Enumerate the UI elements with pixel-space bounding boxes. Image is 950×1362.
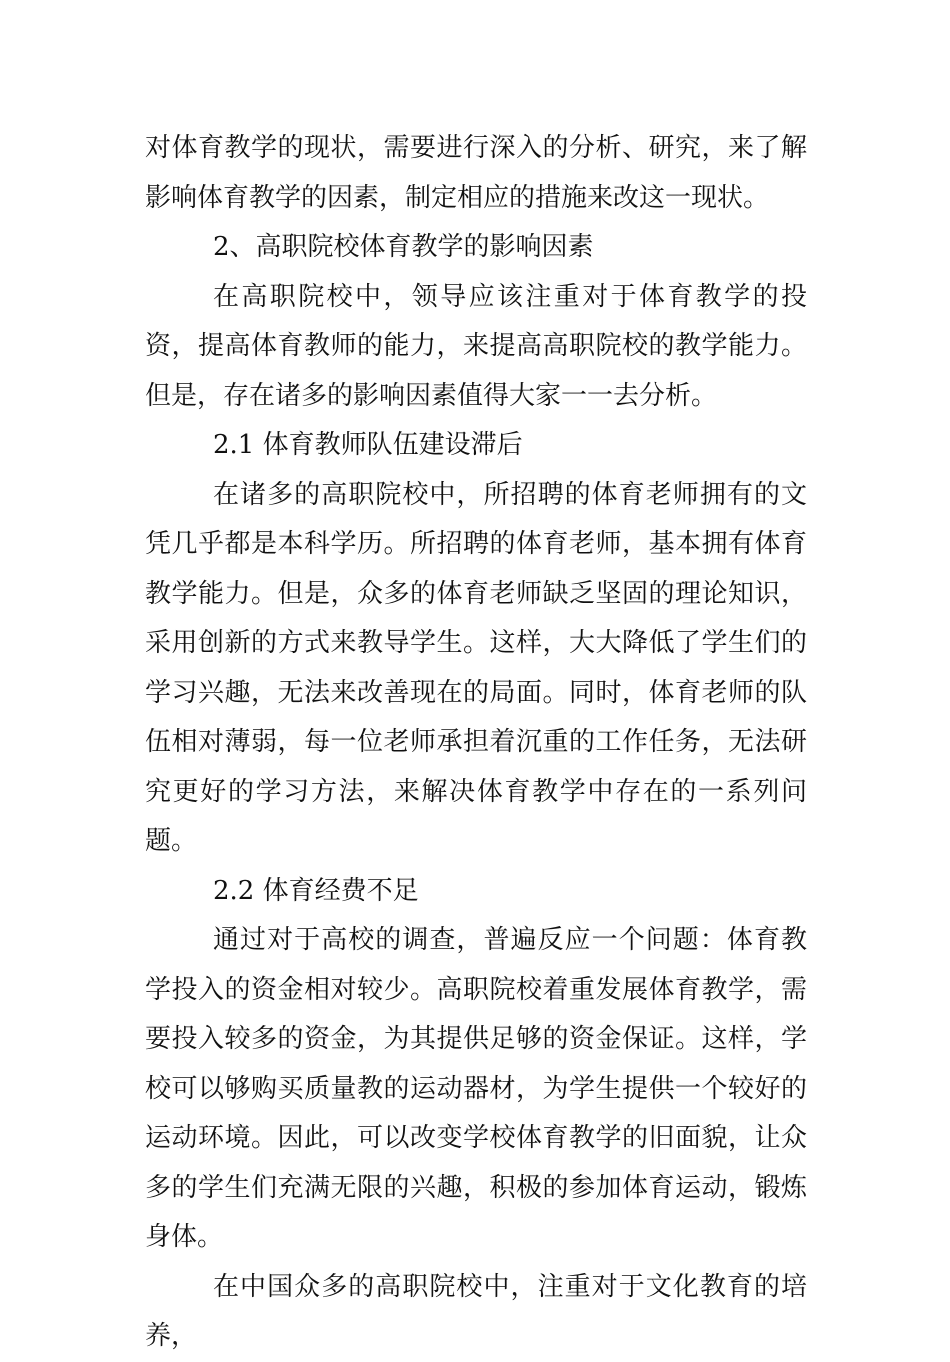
- section-heading-2-1: 2.1 体育教师队伍建设滞后: [213, 430, 523, 460]
- paragraph-influence-intro: 在高职院校中，领导应该注重对于体育教学的投资，提高体育教师的能力，来提高高职院校的教学能力。但是，存在诸多的影响因素值得大家一一去分析。: [145, 281, 807, 411]
- paragraph-cultural-education: 在中国众多的高职院校中，注重对于文化教育的培养，: [145, 1271, 807, 1351]
- document-body: [145, 124, 807, 1362]
- paragraph-teacher-team: 在诸多的高职院校中，所招聘的体育老师拥有的文凭几乎都是本科学历。所招聘的体育老师，基本拥有体育教学能力。但是，众多的体育老师缺乏坚固的理论知识，采用创新的方式来教导学生。这样，大大降低了学生们的学习兴趣，无法来改善现在的局面。同时，体育老师的队伍相对薄弱，每一位老师承担着沉重的工作任务，无法研究更好的学习方法，来解决体育教学中存在的一系列问题。: [145, 479, 807, 856]
- paragraph-funding: 通过对于高校的调查，普遍反应一个问题：体育教学投入的资金相对较少。高职院校着重发展体育教学，需要投入较多的资金，为其提供足够的资金保证。这样，学校可以够购买质量教的运动器材，为学生提供一个较好的运动环境。因此，可以改变学校体育教学的旧面貌，让众多的学生们充满无限的兴趣，积极的参加体育运动，锻炼身体。: [145, 925, 807, 1252]
- paragraph-continuation: 对体育教学的现状，需要进行深入的分析、研究，来了解影响体育教学的因素，制定相应的措施来改这一现状。: [145, 133, 807, 213]
- section-heading-2-2: 2.2 体育经费不足: [213, 875, 419, 906]
- section-heading-2: 2、高职院校体育教学的影响因素: [213, 232, 594, 262]
